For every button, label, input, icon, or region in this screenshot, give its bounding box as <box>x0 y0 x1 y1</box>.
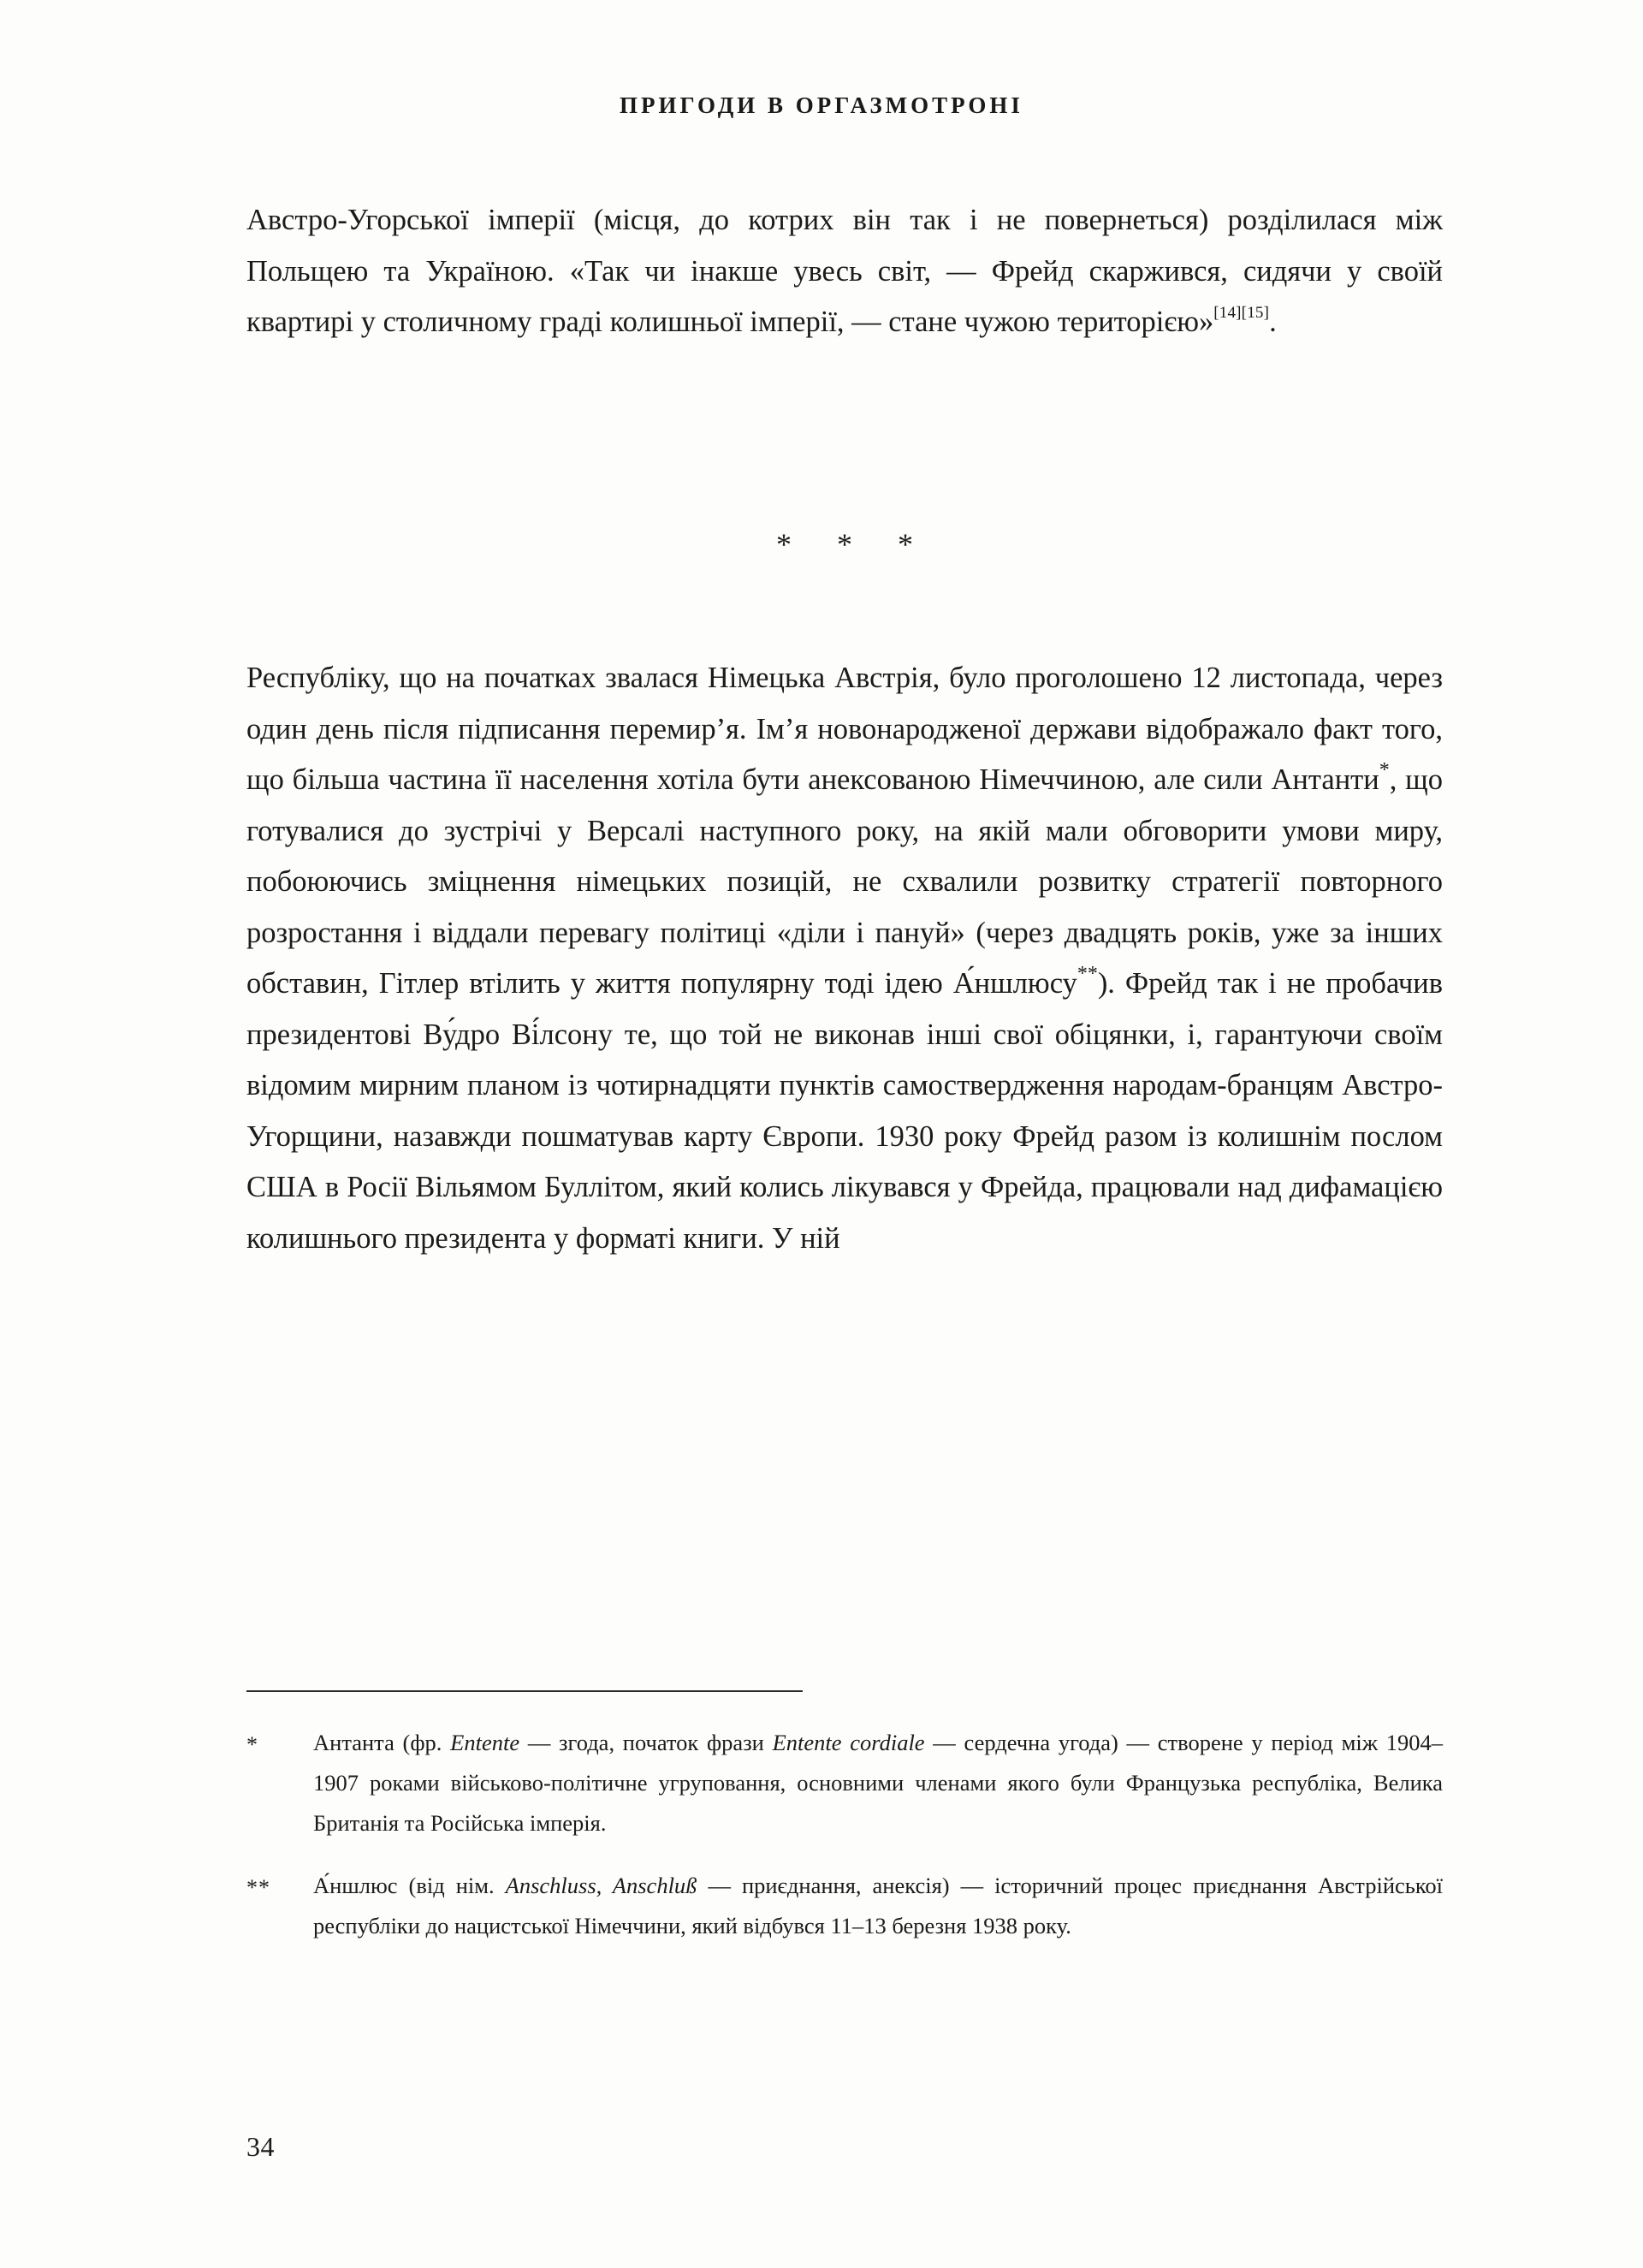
paragraph-1-text: Австро-Угорської імперії (місця, до котрих він так і не повернеться) розділилася між Польщею та Україною. «Так чи інакше увесь світ, — Фрейд скаржився, сидячи у своїй квартирі у столичному граді колишньої імперії, — стане чужою територією» <box>246 204 1443 338</box>
footnote-text-part: — сердечна угода) — створене у період між 1904–1907 роками військово-політичне угруповання, основними членами якого були Французька республіка, Велика Британія та Російська імперія. <box>313 1730 1444 1836</box>
footnote-marker: * <box>246 1732 258 1757</box>
footnote-text-part: Антанта (фр. <box>313 1730 451 1755</box>
footnote-italic-term: Anschluss, Anschluß <box>505 1873 697 1898</box>
footnote-italic-term: Entente cordiale <box>772 1730 925 1755</box>
footnote-text-part: — згода, початок фрази <box>519 1730 773 1755</box>
footnote-text-part: — приєднання, анексія) — історичний процес приєднання Австрійської республіки до нацистської Німеччини, який відбувся 11–13 березня 1938 року. <box>313 1873 1443 1938</box>
footnotes-section <box>246 1690 1443 1968</box>
footnote-marker: ** <box>246 1875 270 1900</box>
paragraph-2-segment-1: Республіку, що на початках звалася Німецька Австрія, було проголошено 12 листопада, через один день після підписання перемир’я. Ім’я новонародженої держави відображало факт того, що більша частина її населення хотіла бути анексованою Німеччиною, але сили Антанти <box>246 662 1443 796</box>
footnote-item <box>246 1866 1443 1946</box>
footnote-italic-term: Entente <box>450 1730 520 1755</box>
footnote-text-part: А́ншлюс (від нім. <box>313 1873 506 1898</box>
footnote-reference-14-15[interactable]: [14][15] <box>1213 304 1270 322</box>
running-head: ПРИГОДИ В ОРГАЗМОТРОНІ <box>620 92 1023 118</box>
paragraph-1-terminator: . <box>1269 306 1277 338</box>
paragraph-2-segment-2: , що готувалися до зустрічі у Версалі наступного року, на якій мали обговорити умови миру, побоюючись зміцнення німецьких позицій, не схвалили розвитку стратегії повторного розростання і віддали перевагу політиці «діли і пануй» (через двадцять років, уже за інших обставин, Гітлер втілить у життя популярну тоді ідею А́ншлюсу <box>246 763 1443 1000</box>
paragraph-continued <box>246 195 1443 348</box>
footnote-item <box>246 1723 1443 1843</box>
section-divider-asterisks: * * * <box>776 527 932 561</box>
footnote-separator-rule <box>246 1690 803 1692</box>
paragraph-2-segment-3: ). Фрейд так і не пробачив президентові Ву́дро Ві́лсону те, що той не виконав інші свої обіцянки, і, гарантуючи своїм відомим мирним планом із чотирнадцяти пунктів самоствердження народам-бранцям Австро-Угорщини, назавжди пошматував карту Європи. 1930 року Фрейд разом із колишнім послом США в Росії Вільямом Буллітом, який колись лікувався у Фрейда, працювали над дифамацією колишнього президента у форматі книги. У ній <box>246 967 1443 1255</box>
footnote-marker-asterisk[interactable]: * <box>1379 759 1390 781</box>
footnote-marker-double-asterisk[interactable]: ** <box>1077 963 1098 985</box>
paragraph-main <box>246 653 1443 1264</box>
page-number: 34 <box>246 2131 275 2162</box>
